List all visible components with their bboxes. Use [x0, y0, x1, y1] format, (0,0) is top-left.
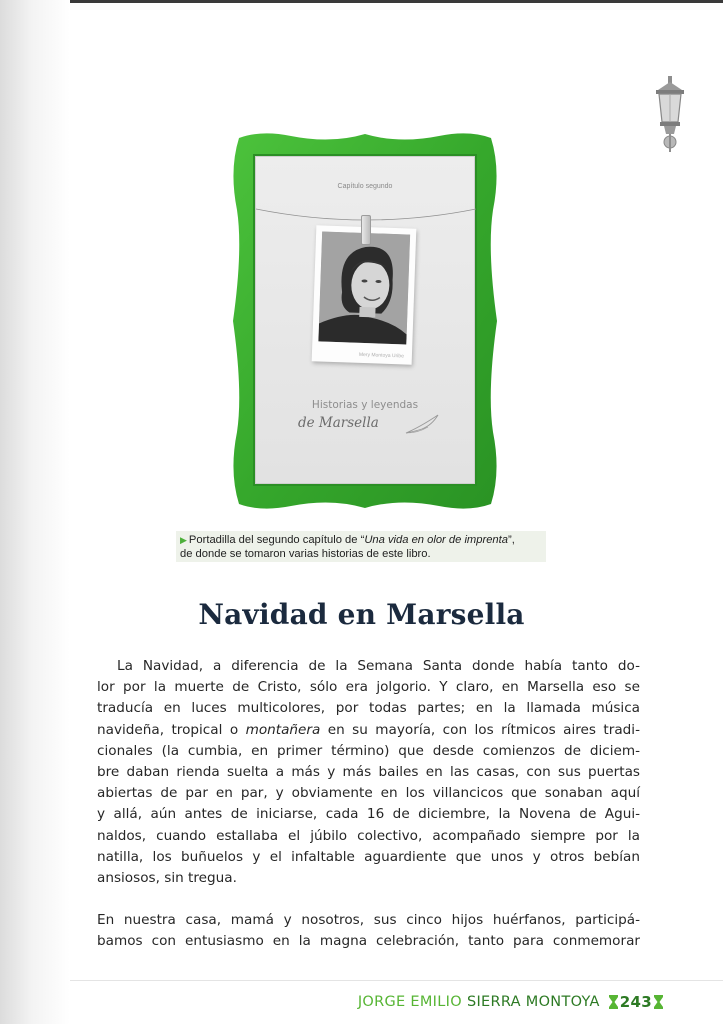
- text-line-suffix: en su mayoría, con los rítmicos aires tradi-: [327, 721, 640, 738]
- portrait-photo: [312, 225, 417, 364]
- caption-text-before: Portadilla del segundo capítulo de “: [188, 534, 365, 546]
- body-paragraph-1: [97, 656, 640, 889]
- text-line-prefix: navideña, tropical o: [97, 721, 246, 738]
- text-line: La Navidad, a diferencia de la Semana Santa donde había tanto do-: [117, 658, 640, 674]
- hourglass-icon: [654, 995, 663, 1009]
- text-line: y allá, aún antes de iniciarse, cada 16 de diciembre, la Novena de Agui-: [97, 806, 640, 823]
- caption-book-title: Una vida en olor de imprenta: [364, 534, 508, 546]
- photo-caption: Mery Montoya Uribe: [358, 351, 404, 360]
- caption-line2: de donde se tomaron varias historias de este libro.: [180, 548, 431, 560]
- text-line: traducía en luces multicolores, por todas partes; en la llamada música: [97, 700, 640, 717]
- text-line: bre daban rienda suelta a más y más bailes en las casas, con sus puertas: [97, 764, 640, 781]
- text-line: abiertas de par en par, y obviamente en los villancicos que sonaban aquí: [97, 785, 640, 802]
- page-number-box: [609, 993, 663, 1011]
- caption-arrow-icon: ▶: [180, 535, 187, 545]
- body-paragraph-2: [97, 910, 640, 952]
- cover-title-line1: Historias y leyendas: [311, 399, 419, 411]
- top-edge: [0, 0, 723, 3]
- clothespin-icon: [361, 215, 371, 245]
- text-line: natilla, los buñuelos y el infaltable aguardiente que unos y otros bebían: [97, 848, 640, 865]
- text-line: ansiosos, sin tregua.: [97, 870, 237, 887]
- text-line: [97, 720, 640, 741]
- caption-text-after: ”,: [507, 534, 515, 546]
- footer-divider: [70, 980, 723, 981]
- quill-icon: [402, 413, 442, 435]
- footer-author-last: SIERRA MONTOYA: [466, 994, 600, 1010]
- page-gutter-shadow: [0, 0, 70, 1024]
- hourglass-icon: [609, 995, 618, 1009]
- italic-word: montañera: [245, 721, 321, 738]
- text-line: En nuestra casa, mamá y nosotros, sus cinco hijos huérfanos, participá-: [97, 912, 640, 928]
- text-line: bamos con entusiasmo en la magna celebración, tanto para conmemorar: [97, 933, 640, 950]
- cover-frame: [231, 130, 499, 512]
- footer-author-first: JORGE EMILIO: [357, 994, 462, 1010]
- text-line: cionales (la cumbia, en primer término) que desde comienzos de diciem-: [97, 742, 640, 759]
- book-cover: [255, 156, 475, 484]
- page-footer: [358, 991, 663, 1013]
- cover-title-line2: de Marsella: [298, 415, 379, 431]
- text-line: naldos, cuando estallaba el júbilo colectivo, acompañado siempre por la: [97, 827, 640, 844]
- text-line: lor por la muerte de Cristo, sólo era jolgorio. Y claro, en Marsella eso se: [97, 679, 640, 696]
- image-caption: [176, 531, 546, 562]
- article-title: Navidad en Marsella: [198, 598, 525, 631]
- portrait-woman-image: [318, 232, 410, 345]
- lantern-icon: [652, 76, 688, 154]
- cover-chapter-label: Capítulo segundo: [337, 183, 393, 190]
- page-number: 243: [619, 993, 652, 1011]
